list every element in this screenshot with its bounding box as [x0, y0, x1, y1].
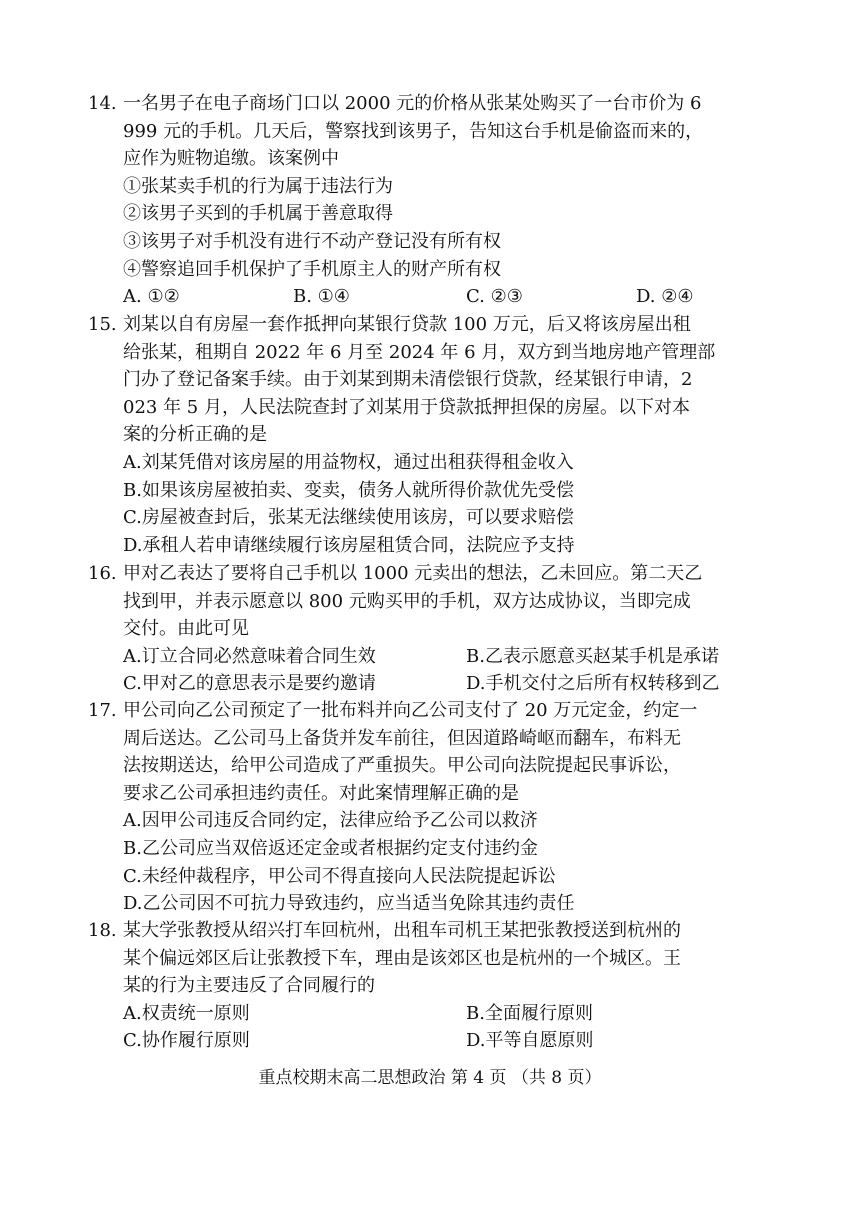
option-row	[88, 1027, 788, 1055]
stem-line: 甲公司向乙公司预定了一批布料并向乙公司支付了 20 万元定金，约定一	[123, 700, 698, 721]
option-c: C.未经仲裁程序，甲公司不得直接向人民法院提起诉讼	[123, 865, 556, 887]
option-row	[88, 1000, 788, 1028]
option-b: B.乙表示愿意买赵某手机是承诺	[466, 645, 719, 667]
page-footer: 重点校期末高二思想政治 第 4 页 （共 8 页）	[258, 1068, 602, 1088]
question-15	[88, 311, 788, 559]
option-c: C. ②③	[466, 286, 523, 308]
question-number: 16.	[88, 563, 117, 584]
question-stem	[88, 90, 788, 173]
stem-line: 某个偏远郊区后让张教授下车，理由是该郊区也是杭州的一个城区。王	[123, 947, 681, 969]
stem-line: 案的分析正确的是	[123, 424, 267, 446]
stem-line: 应作为赃物追缴。该案例中	[123, 148, 339, 170]
option-row	[88, 283, 788, 311]
question-number: 18.	[88, 920, 117, 941]
option-list	[88, 1000, 788, 1055]
option-d: D. ②④	[636, 286, 694, 308]
option-a: A. ①②	[123, 286, 180, 308]
question-14	[88, 90, 788, 311]
option-a: A.订立合同必然意味着合同生效	[123, 645, 376, 667]
statement-item: ④警察追回手机保护了手机原主人的财产所有权	[123, 258, 501, 280]
option-d: D.承租人若申请继续履行该房屋租赁合同，法院应予支持	[123, 534, 575, 556]
option-a: A.因甲公司违反合同约定，法律应给予乙公司以救济	[123, 810, 538, 832]
option-b: B. ①④	[293, 286, 350, 308]
stem-line: 周后送达。乙公司马上备货并发车前往，但因道路崎岖而翻车，布料无	[123, 727, 681, 749]
option-c: C.房屋被查封后，张某无法继续使用该房，可以要求赔偿	[123, 507, 574, 529]
option-c: C.协作履行原则	[123, 1030, 250, 1052]
stem-line: 999 元的手机。几天后，警察找到该男子，告知这台手机是偷盗而来的，	[123, 120, 704, 142]
question-stem	[88, 917, 788, 1000]
question-number: 17.	[88, 700, 117, 721]
stem-line: 023 年 5 月，人民法院查封了刘某用于贷款抵押担保的房屋。以下对本	[123, 396, 690, 418]
question-number: 14.	[88, 93, 117, 114]
stem-line: 甲对乙表达了要将自己手机以 1000 元卖出的想法，乙未回应。第二天乙	[123, 563, 703, 584]
option-row	[88, 643, 788, 671]
option-d: D.手机交付之后所有权转移到乙	[466, 673, 720, 695]
question-number: 15.	[88, 314, 117, 335]
question-17	[88, 697, 788, 918]
statement-item: ①张某卖手机的行为属于违法行为	[123, 175, 393, 197]
stem-line: 交付。由此可见	[123, 618, 249, 640]
option-b: B.如果该房屋被拍卖、变卖，债务人就所得价款优先受偿	[123, 479, 574, 501]
option-b: B.全面履行原则	[466, 1002, 593, 1024]
option-d: D.乙公司因不可抗力导致违约，应当适当免除其违约责任	[123, 893, 575, 915]
stem-line: 给张某，租期自 2022 年 6 月至 2024 年 6 月，双方到当地房地产管理部	[123, 341, 716, 363]
question-stem	[88, 311, 788, 449]
stem-line: 门办了登记备案手续。由于刘某到期未清偿银行贷款，经某银行申请，2	[123, 369, 693, 391]
question-stem	[88, 560, 788, 643]
statement-item: ③该男子对手机没有进行不动产登记没有所有权	[123, 230, 501, 252]
option-c: C.甲对乙的意思表示是要约邀请	[123, 673, 376, 695]
statement-list	[88, 173, 788, 283]
option-a: A.刘某凭借对该房屋的用益物权，通过出租获得租金收入	[123, 451, 574, 473]
statement-item: ②该男子买到的手机属于善意取得	[123, 203, 393, 225]
stem-line: 某的行为主要违反了合同履行的	[123, 975, 375, 997]
option-a: A.权责统一原则	[123, 1002, 250, 1024]
stem-line: 一名男子在电子商场门口以 2000 元的价格从张某处购买了一台市价为 6	[123, 93, 702, 114]
question-18	[88, 917, 788, 1055]
option-list	[88, 807, 788, 917]
stem-line: 找到甲，并表示愿意以 800 元购买甲的手机，双方达成协议，当即完成	[123, 590, 691, 612]
option-row	[88, 670, 788, 698]
option-list	[88, 283, 788, 311]
stem-line: 某大学张教授从绍兴打车回杭州，出租车司机王某把张教授送到杭州的	[123, 920, 681, 941]
stem-line: 刘某以自有房屋一套作抵押向某银行贷款 100 万元，后又将该房屋出租	[123, 314, 691, 335]
question-16	[88, 560, 788, 698]
option-d: D.平等自愿原则	[466, 1030, 594, 1052]
option-list	[88, 449, 788, 559]
question-stem	[88, 697, 788, 807]
option-b: B.乙公司应当双倍返还定金或者根据约定支付违约金	[123, 837, 538, 859]
stem-line: 法按期送达，给甲公司造成了严重损失。甲公司向法院提起民事诉讼，	[123, 755, 681, 777]
stem-line: 要求乙公司承担违约责任。对此案情理解正确的是	[123, 782, 519, 804]
option-list	[88, 643, 788, 698]
